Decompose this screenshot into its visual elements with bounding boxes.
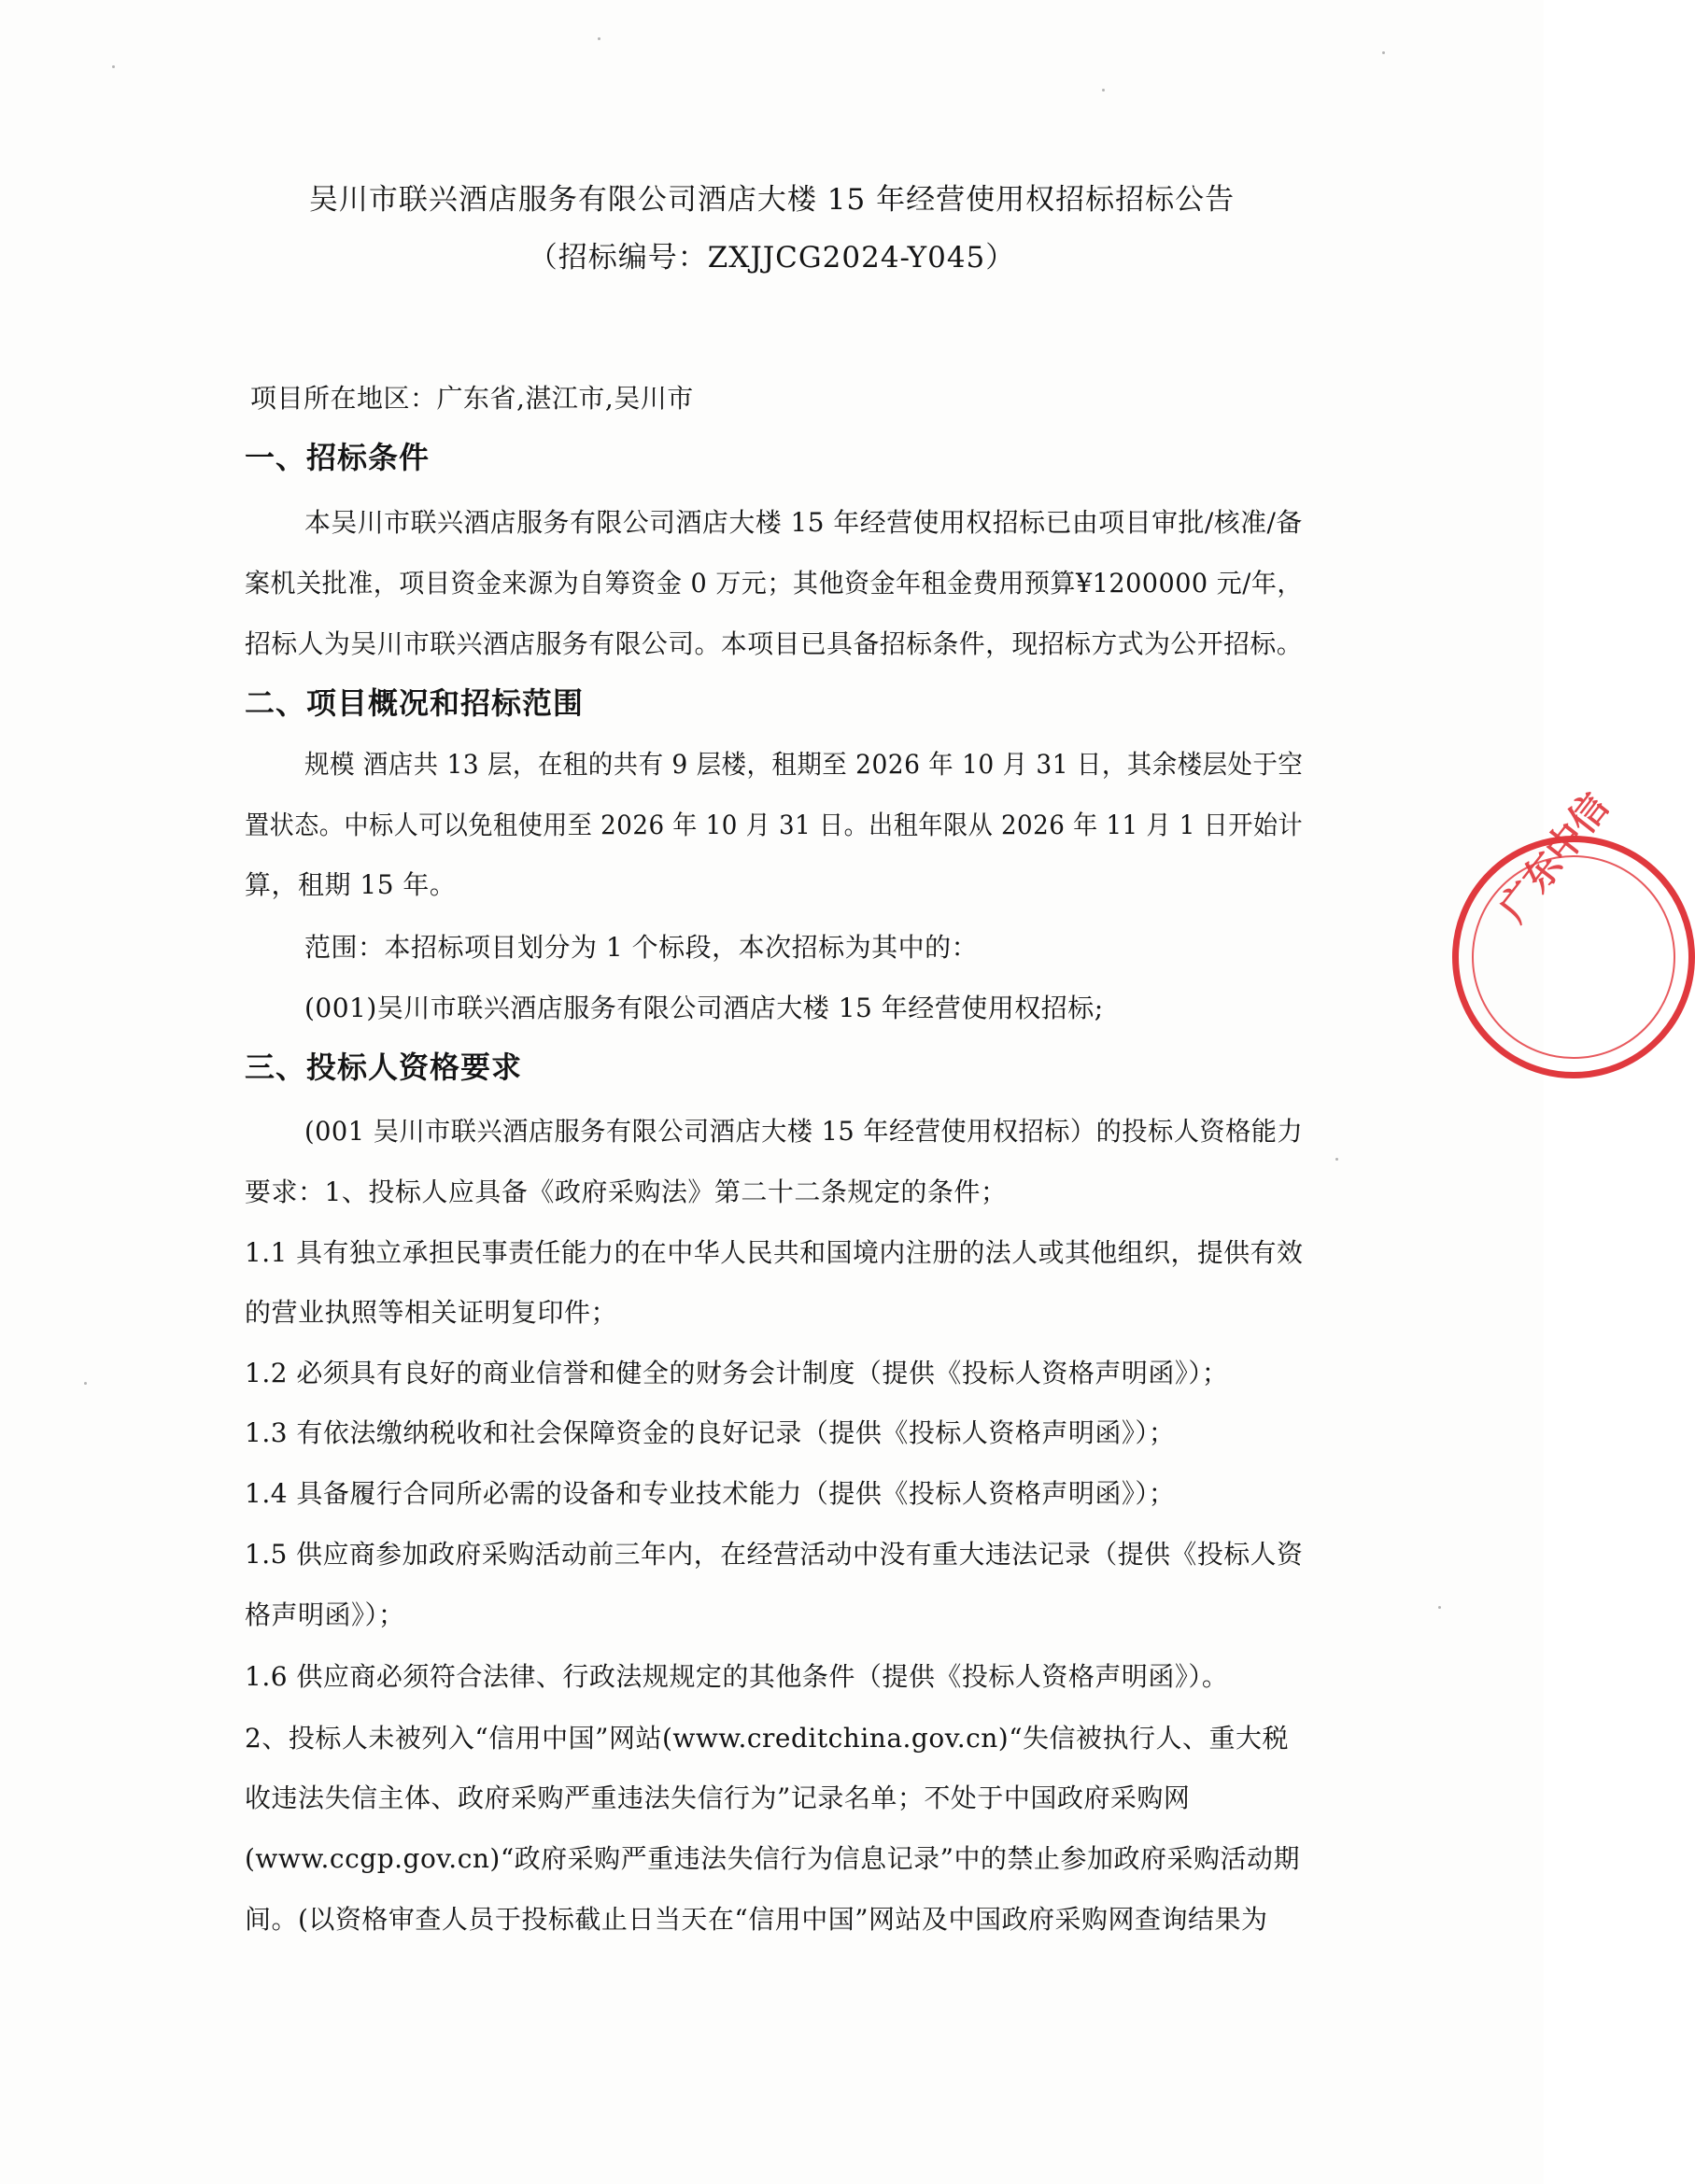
official-seal-stamp — [1452, 785, 1695, 1078]
scan-speckle — [112, 65, 115, 68]
section2-lot-line: (001)吴川市联兴酒店服务有限公司酒店大楼 15 年经营使用权招标; — [304, 993, 1104, 1023]
section1-paragraph-line: 招标人为吴川市联兴酒店服务有限公司。本项目已具备招标条件，现招标方式为公开招标。 — [245, 628, 1304, 659]
scan-speckle — [1382, 51, 1385, 54]
document-title-line1: 吴川市联兴酒店服务有限公司酒店大楼 15 年经营使用权招标招标公告 — [308, 183, 1236, 217]
scan-speckle — [84, 1382, 87, 1385]
section3-paragraph-line: 1.6 供应商必须符合法律、行政法规规定的其他条件（提供《投标人资格声明函》）。 — [245, 1661, 1229, 1692]
section3-paragraph-line: 1.5 供应商参加政府采购活动前三年内，在经营活动中没有重大违法记录（提供《投标人资 — [245, 1539, 1304, 1570]
section1-heading: 一、招标条件 — [245, 440, 431, 475]
scan-speckle — [598, 37, 600, 40]
section3-paragraph-line: 间。(以资格审查人员于投标截止日当天在“信用中国”网站及中国政府采购网查询结果为 — [245, 1904, 1268, 1935]
section2-paragraph-line: 算，租期 15 年。 — [245, 869, 457, 900]
section3-paragraph-line: 收违法失信主体、政府采购严重违法失信行为”记录名单；不处于中国政府采购网 — [245, 1782, 1191, 1813]
section3-paragraph-line: 要求：1、投标人应具备《政府采购法》第二十二条规定的条件； — [245, 1177, 1008, 1207]
section2-scope-line: 范围：本招标项目划分为 1 个标段，本次招标为其中的： — [304, 932, 979, 963]
section3-paragraph-line: (www.ccgp.gov.cn)“政府采购严重违法失信行为信息记录”中的禁止参加政府采购活动期 — [245, 1843, 1300, 1874]
section3-paragraph-line: 1.4 具备履行合同所必需的设备和专业技术能力（提供《投标人资格声明函》）； — [245, 1478, 1176, 1509]
section2-paragraph-line: 置状态。中标人可以免租使用至 2026 年 10 月 31 日。出租年限从 2026 年 11 月 1 日开始计 — [245, 810, 1304, 840]
section1-paragraph-line: 本吴川市联兴酒店服务有限公司酒店大楼 15 年经营使用权招标已由项目审批/核准/备 — [304, 507, 1303, 538]
seal-text: 广东中信 — [1491, 785, 1617, 930]
section1-paragraph-line: 案机关批准，项目资金来源为自筹资金 0 万元；其他资金年租金费用预算¥1200000 元/年， — [245, 568, 1303, 599]
project-location: 项目所在地区：广东省,湛江市,吴川市 — [250, 383, 694, 414]
section2-heading: 二、项目概况和招标范围 — [245, 685, 585, 721]
section3-paragraph-line: 2、投标人未被列入“信用中国”网站(www.creditchina.gov.cn)“失信被执行人、重大税 — [245, 1723, 1290, 1754]
section3-heading: 三、投标人资格要求 — [245, 1050, 523, 1085]
section3-paragraph-line: 1.2 必须具有良好的商业信誉和健全的财务会计制度（提供《投标人资格声明函》）； — [245, 1358, 1229, 1388]
section3-paragraph-line: 的营业执照等相关证明复印件； — [245, 1297, 618, 1328]
scan-speckle — [1438, 1606, 1441, 1609]
section2-paragraph-line: 规模 酒店共 13 层，在租的共有 9 层楼，租期至 2026 年 10 月 31 日，其余楼层处于空 — [304, 749, 1304, 780]
tender-number: （招标编号：ZXJJCG2024-Y045） — [528, 241, 1016, 275]
section3-paragraph-line: 1.3 有依法缴纳税收和社会保障资金的良好记录（提供《投标人资格声明函》）； — [245, 1417, 1176, 1448]
scan-speckle — [1102, 89, 1105, 92]
section3-paragraph-line: 格声明函》）； — [245, 1599, 405, 1630]
section3-paragraph-line: (001 吴川市联兴酒店服务有限公司酒店大楼 15 年经营使用权招标）的投标人资格能力 — [304, 1116, 1304, 1147]
scan-speckle — [1335, 1158, 1338, 1161]
section3-paragraph-line: 1.1 具有独立承担民事责任能力的在中华人民共和国境内注册的法人或其他组织，提供有效 — [245, 1237, 1304, 1268]
